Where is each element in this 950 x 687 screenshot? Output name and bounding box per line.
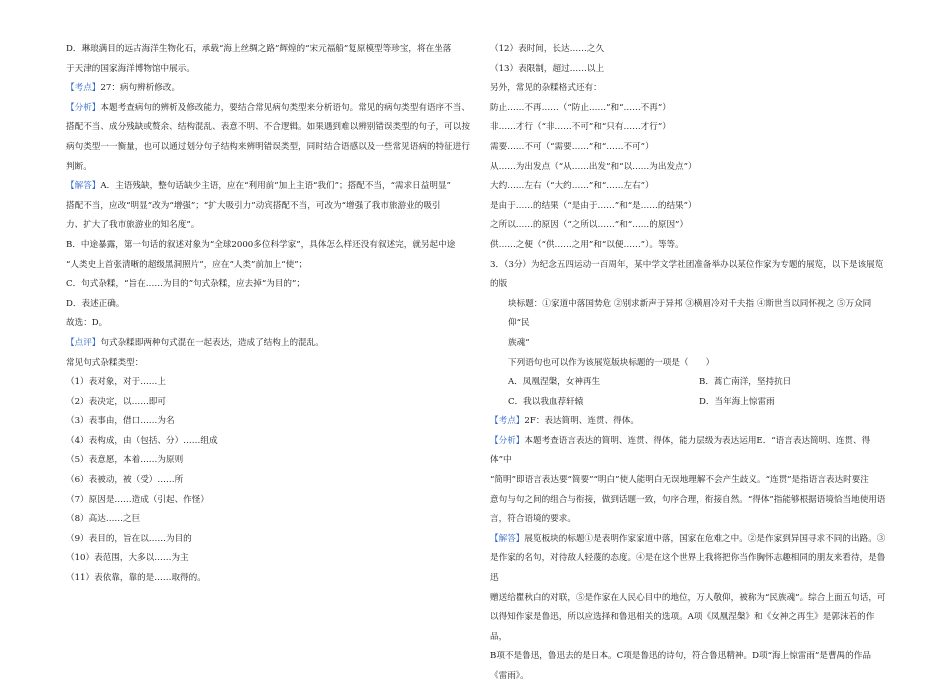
text-line: （10）表范围，大多以……为主 — [66, 553, 189, 564]
text-line: （1）表对象，对于……上 — [66, 377, 166, 388]
section-text: A．主语残缺，整句话缺少主语，应在“利用前”加上主语“我们”；搭配不当，“需求日益明显” — [100, 181, 451, 192]
section-text: 展览板块的标题①是表明作家家道中落，国家在危难之中。②是作家到异国寻求不同的出路。③ — [524, 533, 886, 544]
text-line: 是作家的名句，对待敌人轻蔑的态度。④是在这个世界上我将把你当作胸怀志趣相同的朋友来看待，是鲁迅 — [490, 553, 886, 584]
text-line: （2）表决定，以……即可 — [66, 396, 166, 407]
text-line: （11）表依靠，靠的是……取得的。 — [66, 573, 206, 584]
text-line: 非……才行（“非……不可”和“只有……才行”） — [490, 122, 671, 133]
text-line: 之所以……的原因（“之所以……”和“……的原因”） — [490, 220, 689, 231]
right-column — [490, 40, 890, 687]
text-line: 下列语句也可以作为该展览版块标题的一项是（ ） — [508, 357, 715, 368]
question-3 — [490, 256, 890, 374]
text-line: （7）原因是……造成（引起、作怪） — [66, 494, 209, 505]
text-line: 另外，常见的杂糅格式还有： — [490, 83, 602, 94]
text-line: “简明”即语言表达要“简要”“明白”使人能明白无误地理解不会产生歧义。“连贯”是指语言表达时要注 — [490, 475, 869, 486]
text-line: 判断。 — [66, 161, 92, 172]
text-line: （13）表限制，超过……以上 — [490, 63, 605, 74]
labeled-paragraph — [490, 530, 890, 550]
text-line: D．表述正确。 — [66, 298, 125, 309]
labeled-paragraph — [490, 412, 890, 432]
text-line: B．中途暴露，第一句话的叙述对象为“全球2000多位科学家”，具体怎么样还没有叙述完，就另起中途 — [66, 239, 456, 250]
text-line: 3．（3分）为纪念五四运动一百周年，某中学文学社团准备举办以某位作家为专题的展览，以下是该展览的版 — [490, 259, 884, 290]
text-line: 力、扩大了我市旅游业的知名度”。 — [66, 220, 200, 231]
question-3-analysis — [490, 412, 890, 686]
labeled-paragraph — [66, 334, 471, 354]
section-tag: 【解答】 — [490, 533, 525, 544]
left-column — [66, 40, 471, 589]
section-text: 句式杂糅即两种句式混在一起表达，造成了结构上的混乱。 — [100, 337, 324, 348]
text-line: 于天津的国家海洋博物馆中展示。 — [66, 63, 195, 74]
text-line: （5）表意愿，本着……为原则 — [66, 455, 184, 466]
text-line: 供……之便（“供……之用”和“以便……”）。等等。 — [490, 239, 684, 250]
text-line: C．句式杂糅，“旨在……为目的”句式杂糅，应去掉“为目的”； — [66, 279, 305, 290]
text-line: 从……为出发点（“从……出发”和“以……为出发点”） — [490, 161, 697, 172]
answer-option: C．我以我血荐轩辕 — [508, 396, 584, 407]
answer-option: D．当年海上惊雷雨 — [699, 396, 775, 407]
section-tag: 【分析】 — [66, 102, 101, 113]
text-line: D．琳琅满目的远古海洋生物化石，承载“海上丝绸之路”辉煌的“宋元福船”复原模型等珍宝，将在坐落 — [66, 44, 452, 54]
text-line: 搭配不当，应改“明显”改为“增强”；“扩大吸引力”动宾搭配不当，可改为“增强了我市旅游业的吸引 — [66, 200, 441, 211]
section-tag: 【考点】 — [490, 416, 525, 427]
section-text: 本题考查病句的辨析及修改能力，要结合常见病句类型来分析语句。常见的病句类型有语序不当、 — [100, 102, 470, 113]
labeled-paragraph — [66, 177, 471, 197]
text-line: 意句与句之间的组合与衔接，做到话题一致，句序合理，衔接自然。“得体”指能够根据语境恰当地使用语 — [490, 494, 886, 505]
option-row — [490, 373, 890, 393]
section-text: 27：病句辨析修改。 — [100, 83, 181, 94]
labeled-paragraph — [66, 79, 471, 99]
section-tag: 【分析】 — [490, 435, 525, 446]
section-tag: 【考点】 — [66, 83, 101, 94]
labeled-paragraph — [490, 432, 890, 471]
section-tag: 【解答】 — [66, 181, 101, 192]
text-line: （6）表被动，被（受）……所 — [66, 475, 184, 486]
text-line: 需要……不可（“需要……”和“……不可”） — [490, 141, 654, 152]
text-line: （9）表目的，旨在以……为目的 — [66, 533, 192, 544]
section-tag: 【点评】 — [66, 337, 101, 348]
right-top-lines — [490, 40, 890, 256]
text-line: 以得知作家是鲁迅，所以应选择和鲁迅相关的选项。A项《凤凰涅槃》和《女神之再生》是郭沫若的作品， — [490, 612, 875, 642]
text-line: “人类史上首张清晰的超级黑洞照片”，应在“人类”前加上“使”； — [66, 259, 308, 270]
text-line: （3）表事由，借口……为名 — [66, 416, 175, 427]
section-text: 2F：表达简明、连贯、得体。 — [524, 416, 639, 427]
option-row — [490, 393, 890, 413]
text-line: （12）表时间，长达……之久 — [490, 44, 605, 54]
text-line: （8）高达……之巨 — [66, 514, 141, 525]
text-line: B项不是鲁迅，鲁迅去的是日本。C项是鲁迅的诗句，符合鲁迅精神。D项“海上惊雷雨”是曹禺的作品 — [490, 651, 871, 662]
text-line: 防止……不再……（“防止……”和“……不再”） — [490, 102, 671, 113]
text-line: 故选：D。 — [66, 318, 108, 329]
text-line: 族魂” — [508, 337, 530, 348]
labeled-paragraph — [66, 99, 471, 119]
text-line: 常见句式杂糅类型： — [66, 357, 144, 368]
text-line: 赠送给瞿秋白的对联，⑤是作家在人民心目中的地位，万人敬仰，被称为“民族魂”。综合上面五句话，可 — [490, 592, 886, 603]
text-line: 《雷雨》。 — [490, 671, 529, 681]
text-line: 病句类型一一衡量，也可以通过划分句子结构来辨明错误类型，同时结合语感以及一些常见语病的特征进行 — [66, 141, 470, 152]
text-line: 是由于……的结果（“是由于……”和“是……的结果”） — [490, 200, 697, 211]
text-line: （4）表构成，由（包括、分）……组成 — [66, 435, 218, 446]
answer-option: B．蒿亡南洋，坚持抗日 — [699, 377, 792, 388]
text-line: 大约……左右（“大约……”和“……左右”） — [490, 181, 654, 192]
text-line: 言，符合语境的要求。 — [490, 514, 576, 525]
answer-options — [490, 373, 890, 412]
text-line: 块标题：①家道中落国势危 ②别求新声于异邦 ③横眉冷对千夫指 ④斯世当以同怀视之 ⑤万众同仰“民 — [508, 298, 872, 329]
section-text: 本题考查语言表达的简明、连贯、得体，能力层级为表达运用E．“语言表达简明、连贯、得体”中 — [490, 435, 871, 466]
answer-option: A．凤凰涅槃，女神再生 — [508, 377, 601, 388]
text-line: 搭配不当、成分残缺或赘余、结构混乱、表意不明、不合逻辑。如果遇到难以辨别错误类型的句子，可以按 — [66, 122, 470, 133]
